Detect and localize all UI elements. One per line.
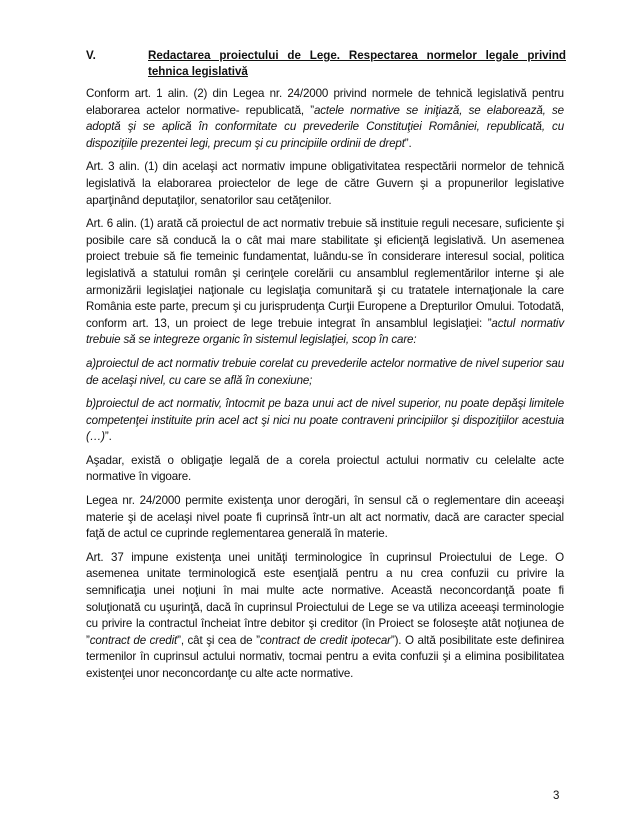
text-run: ”. (104, 430, 112, 444)
paragraph (86, 216, 564, 349)
italic-text: b)proiectul de act normativ, întocmit pe baza unui act de nivel superior, nu poate depăşi limitele competenţei instituite prin acel act şi nici nu poate contraveni principiilor şi dispoziţiilor acestuia (…) (86, 397, 564, 444)
paragraph (86, 453, 564, 486)
paragraph (86, 159, 564, 209)
text-run: Aşadar, există o obligaţie legală de a corela proiectul actului normativ cu celelalte acte normative în vigoare. (86, 453, 564, 484)
text-run: ”. (404, 136, 412, 150)
text-run: Art. 37 impune existenţa unei unităţi terminologice în cuprinsul Proiectului de Lege. O asemenea unitate terminologică este esenţială pentru a nu crea confuzii cu privire la semnificaţia unei noţiuni în mai multe acte normative. Această neconcordanţă poate fi soluţionată cu uşurinţă, dacă în cuprinsul Proiectului de Lege se va utiliza aceeaşi terminologie cu privire la contractul încheiat între debitor şi creditor (în Proiect se foloseşte atât noţiunea de ” (86, 550, 564, 647)
section-title: Redactarea proiectului de Lege. Respectarea normelor legale privind tehnica legislativă (148, 49, 566, 78)
text-run: ”, cât şi cea de ” (177, 633, 260, 647)
paragraph (86, 86, 564, 152)
page-number: 3 (553, 790, 560, 802)
text-run: Legea nr. 24/2000 permite existenţa unor derogări, în sensul că o reglementare din aceeaşi materie şi de acelaşi nivel poate fi cuprinsă într-un alt act normativ, dacă are caracter special faţă de actul ce cuprinde reglementarea generală în materie. (86, 494, 564, 541)
italic-text: contract de credit (89, 633, 178, 647)
text-run: Conform art. 1 alin. (2) din Legea nr. 24/2000 privind normele de tehnică legislativă pentru elaborarea actelor normative- republicată, ” (86, 87, 564, 117)
text-run: Art. 3 alin. (1) din acelaşi act normativ impune obligativitatea respectării normelor de tehnică legislativă la elaborarea proiectelor de lege de către Guvern şi a propunerilor legislative aparţinând deputaţilor, senatorilor sau cetăţenilor. (86, 160, 564, 207)
italic-text: contract de credit ipotecar (259, 633, 391, 647)
document-body (86, 86, 564, 690)
paragraph (86, 396, 564, 446)
section-heading (86, 48, 566, 80)
italic-text: actul normativ trebuie să se integreze organic în sistemul legislaţiei, scop în care: (86, 316, 564, 347)
italic-text: a)proiectul de act normativ trebuie corelat cu prevederile actelor normative de nivel superior sau de acelaşi nivel, cu care se află în conexiune; (86, 356, 564, 387)
paragraph (86, 356, 564, 389)
paragraph (86, 493, 564, 543)
section-number: V. (86, 49, 96, 62)
italic-text: actele normative se iniţiază, se elaborează, se adoptă şi se aplică în conformitate cu prevederile Constituţiei României, republicată, cu dispoziţiile prezentei legi, precum şi cu principiile ordinii de drept (86, 103, 564, 150)
text-run: ”). O altă posibilitate este definirea termenilor în cuprinsul actului normativ, tocmai pentru a evita confuzii şi a elimina posibilitatea existenţei unor neconcordanţe cu alte acte normative. (86, 633, 564, 680)
paragraph (86, 550, 564, 683)
text-run: Art. 6 alin. (1) arată că proiectul de act normativ trebuie să instituie reguli necesare, suficiente şi posibile care să conducă la o cât mai mare stabilitate şi eficienţă legislativă. Un asemenea proiect trebuie să fie temeinic fundamentat, luându-se în considerare interesul social, politica legislativă a statului român şi cerinţele corelării cu ansamblul reglementărilor interne şi ale armonizării legislaţiei naţionale cu legislaţia comunitară şi cu tratatele internaţionale la care România este parte, precum şi cu jurisprudenţa Curţii Europene a Drepturilor Omului. Totodată, conform art. 13, un proiect de lege trebuie integrat în ansamblul legislaţiei: ” (86, 217, 564, 330)
